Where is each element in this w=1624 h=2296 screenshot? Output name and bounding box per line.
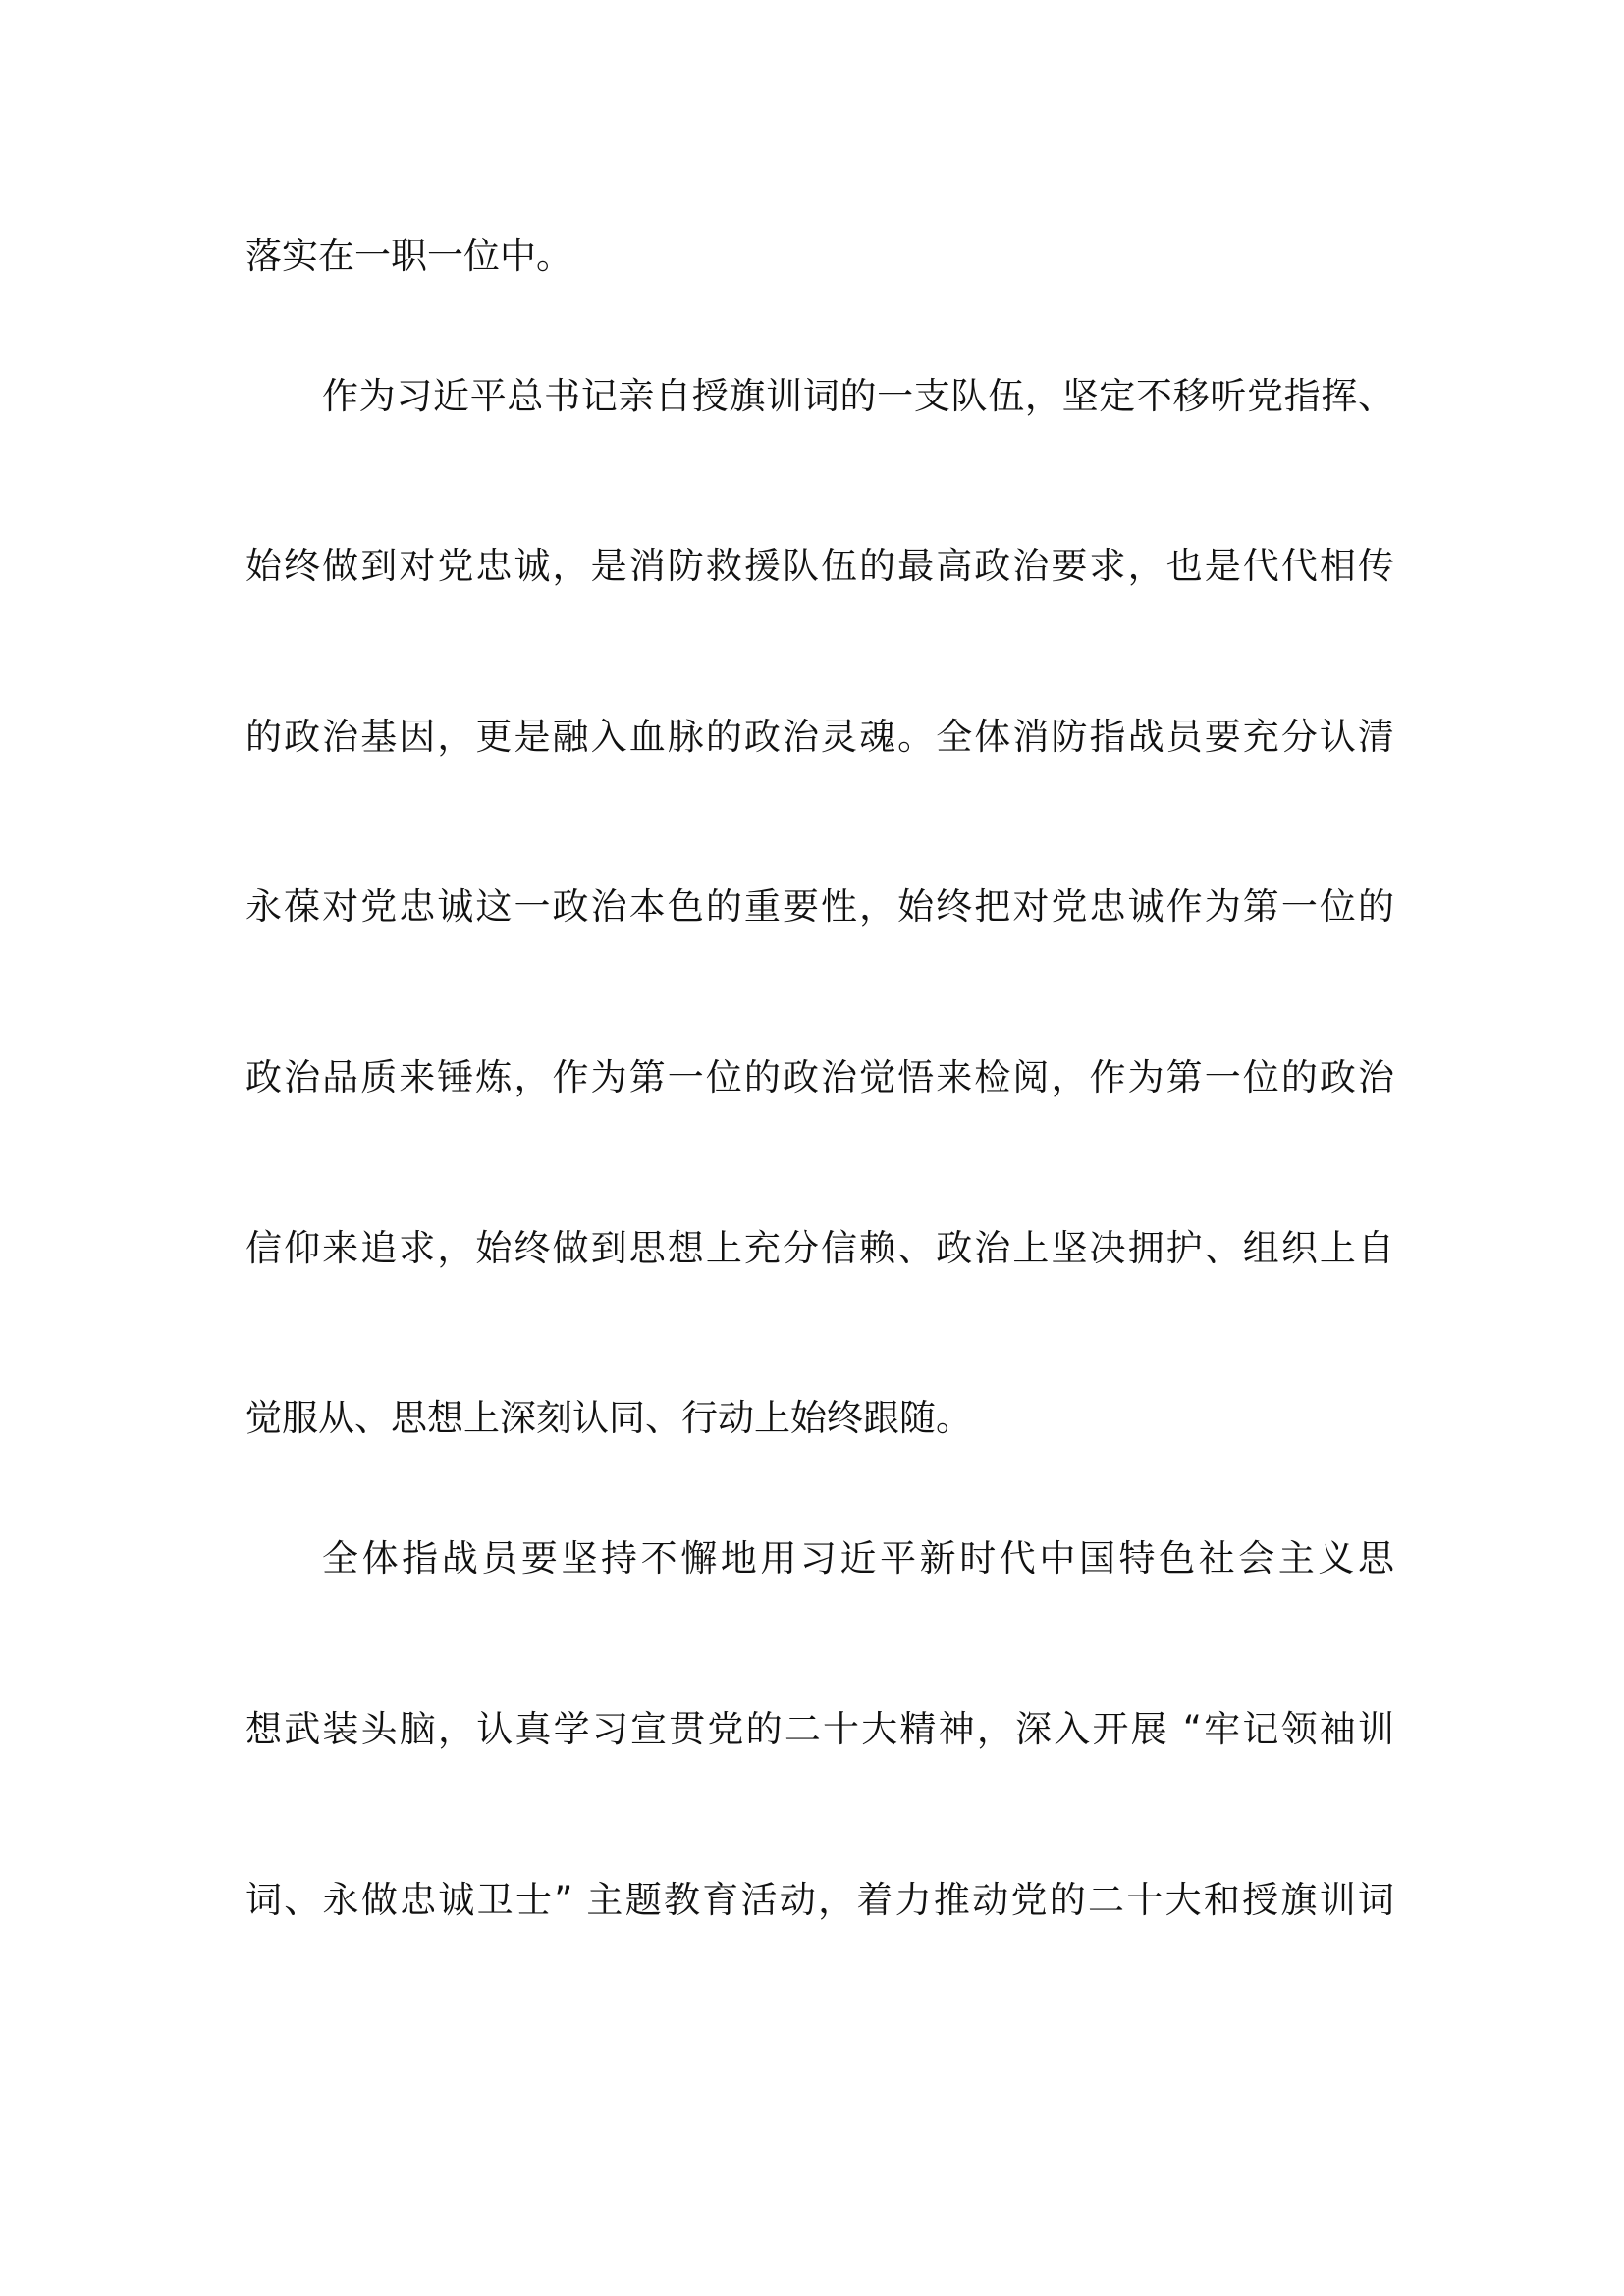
text-line-11: 词、永做忠诚卫士” 主题教育活动，着力推动党的二十大和授旗训词 [245,1879,1394,1921]
text-line-6: 政治品质来锤炼，作为第一位的政治觉悟来检阅，作为第一位的政治 [245,1056,1394,1098]
text-line-8: 觉服从、思想上深刻认同、行动上始终跟随。 [245,1397,972,1439]
text-line-5: 永葆对党忠诚这一政治本色的重要性，始终把对党忠诚作为第一位的 [245,885,1394,928]
text-line-3: 始终做到对党忠诚，是消防救援队伍的最高政治要求，也是代代相传 [245,545,1394,587]
text-line-4: 的政治基因，更是融入血脉的政治灵魂。全体消防指战员要充分认清 [245,716,1394,758]
text-line-9: 全体指战员要坚持不懈地用习近平新时代中国特色社会主义思 [322,1537,1394,1579]
text-line-2: 作为习近平总书记亲自授旗训词的一支队伍，坚定不移听党指挥、 [322,375,1394,417]
text-line-1: 落实在一职一位中。 [245,235,572,277]
text-line-10: 想武装头脑，认真学习宣贯党的二十大精神，深入开展 “牢记领袖训 [245,1708,1394,1750]
text-line-7: 信仰来追求，始终做到思想上充分信赖、政治上坚决拥护、组织上自 [245,1227,1394,1269]
